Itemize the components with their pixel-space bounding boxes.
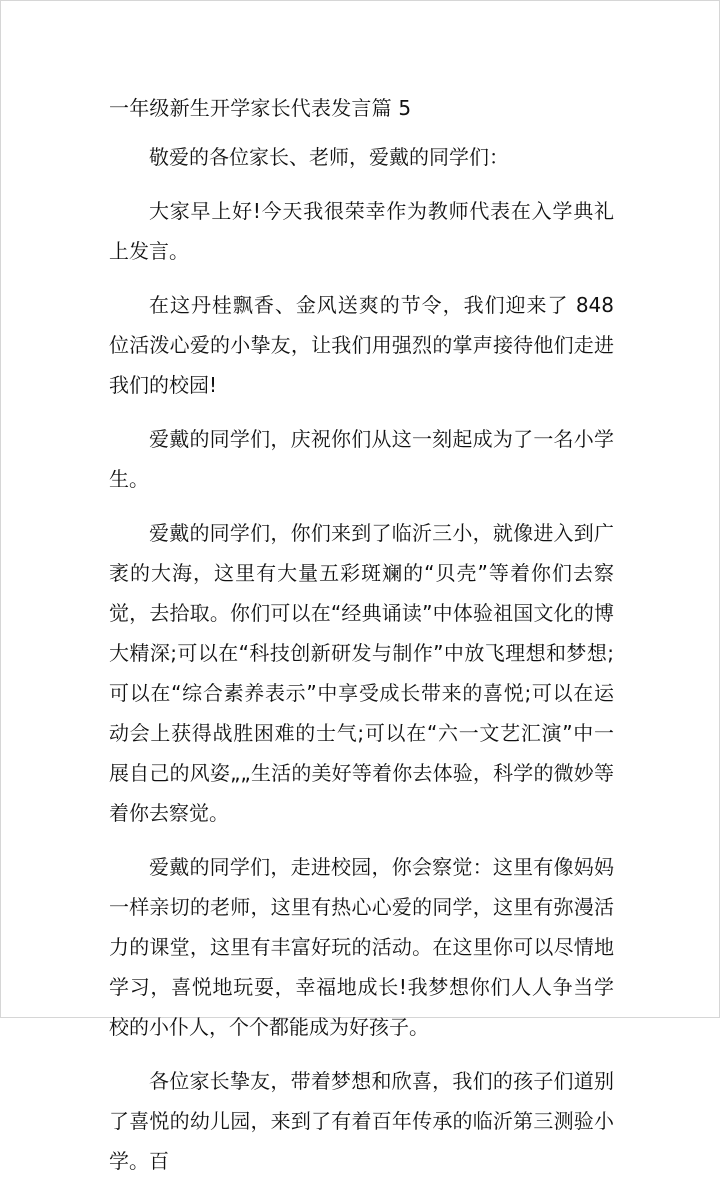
paragraph-campus: 爱戴的同学们，走进校园，你会察觉：这里有像妈妈一样亲切的老师，这里有热心心爱的同学，这里有弥漫活力的课堂，这里有丰富好玩的活动。在这里你可以尽情地学习，喜悦地玩耍，幸福地成长!我梦想你们人人争当学校的小仆人，个个都能成为好孩子。 [109, 855, 614, 1039]
paragraph-parents: 各位家长挚友，带着梦想和欣喜，我们的孩子们道别了喜悦的幼儿园，来到了有着百年传承的临沂第三测验小学。百 [109, 1069, 614, 1173]
paragraph-opening: 大家早上好!今天我很荣幸作为教师代表在入学典礼上发言。 [109, 199, 614, 263]
paragraph-congratulations: 爱戴的同学们，庆祝你们从这一刻起成为了一名小学生。 [109, 427, 614, 491]
document-title: 一年级新生开学家长代表发言篇 5 [109, 96, 412, 120]
paragraph-greeting: 敬爱的各位家长、老师，爱戴的同学们： [149, 145, 509, 169]
paragraph-welcome: 在这丹桂飘香、金风送爽的节令，我们迎来了 848 位活泼心爱的小挚友，让我们用强烈的掌声接待他们走进我们的校园! [109, 293, 614, 397]
paragraph-school-life: 爱戴的同学们，你们来到了临沂三小，就像进入到广袤的大海，这里有大量五彩斑斓的“贝壳”等着你们去察觉，去拾取。你们可以在“经典诵读”中体验祖国文化的博大精深;可以在“科技创新研发与制作”中放飞理想和梦想;可以在“综合素养表示”中享受成长带来的喜悦;可以在运动会上获得战胜困难的士气;可以在“六一文艺汇演”中一展自己的风姿„„生活的美好等着你去体验，科学的微妙等着你去察觉。 [109, 521, 614, 825]
